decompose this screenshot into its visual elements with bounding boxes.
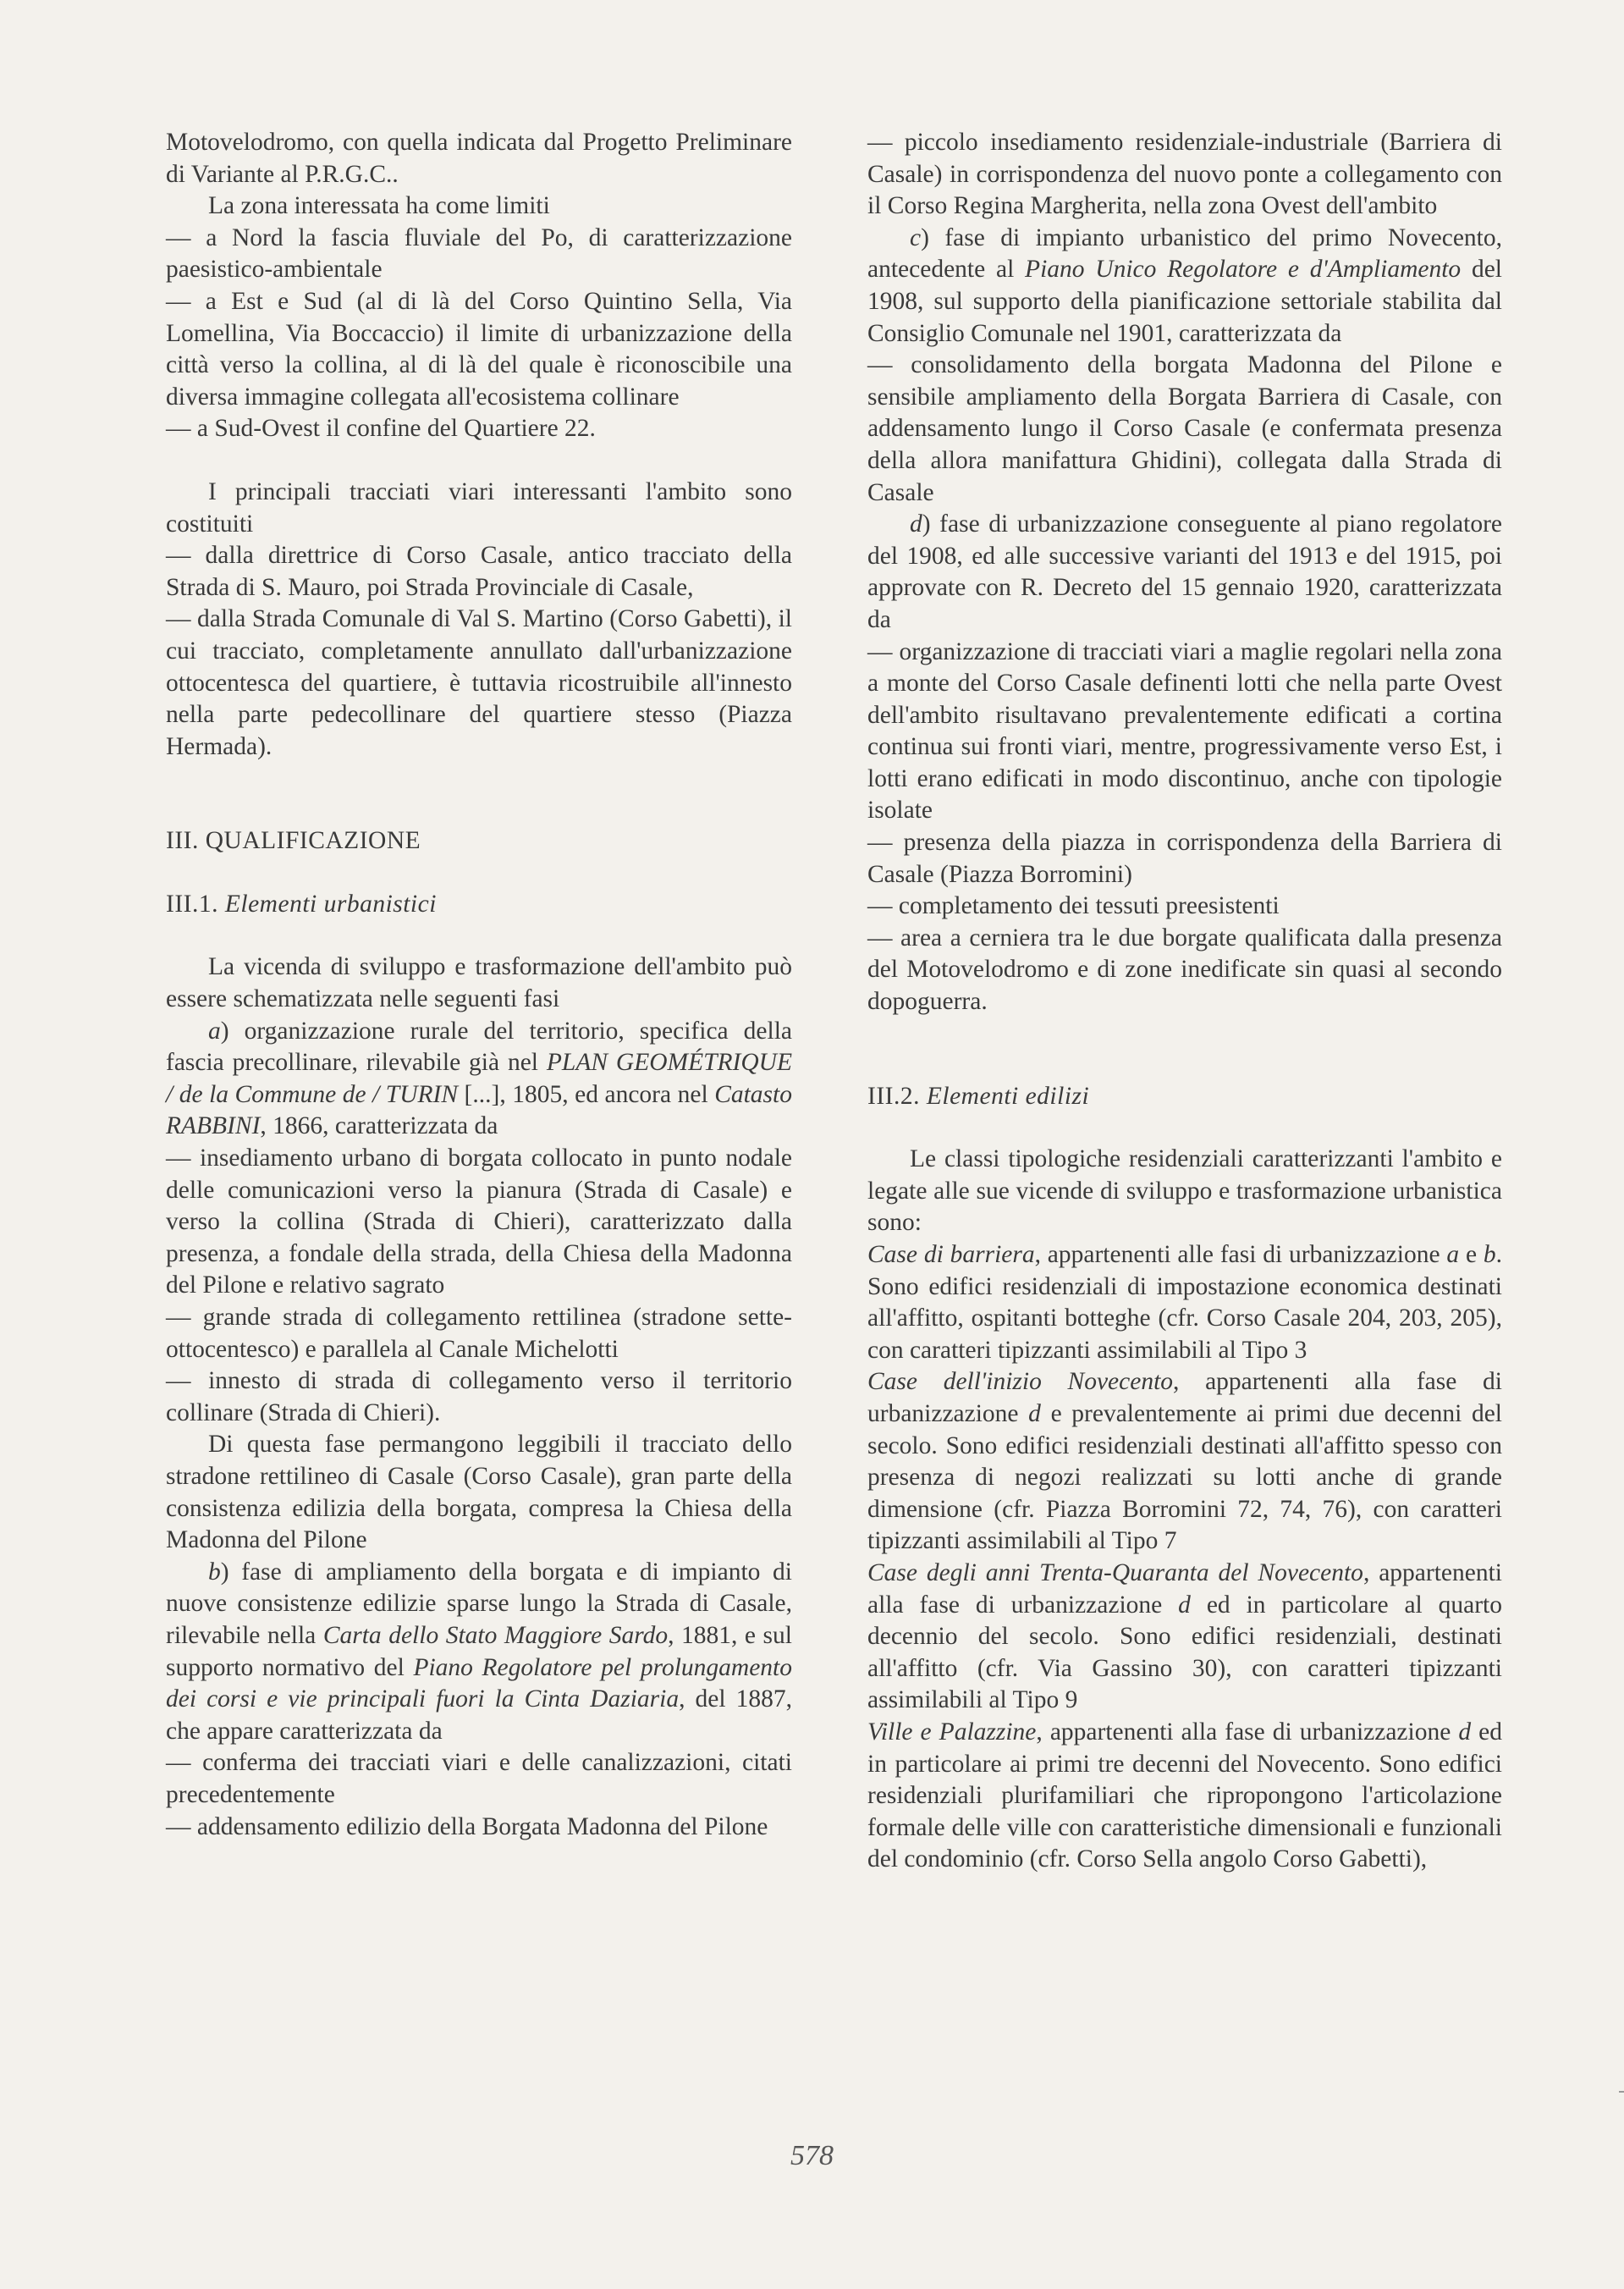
- paragraph: Le classi tipologiche residenziali caratterizzanti l'ambito e legate alle sue vicende di sviluppo e trasformazione urbanistica sono:: [867, 1145, 1502, 1237]
- paragraph: — consolidamento della borgata Madonna del Pilone e sensibile ampliamento della Borgata Barriera di Casale, con addensamento lungo il Corso Casale (e confermata presenza della allora manifattura Ghidini), collegata dalla Strada di Casale: [867, 351, 1502, 506]
- paragraph: d) fase di urbanizzazione conseguente al piano regolatore del 1908, ed alle successive varianti del 1913 e del 1915, poi approvate con R. Decreto del 15 gennaio 1920, caratterizzata da: [867, 510, 1502, 633]
- paragraph: — insediamento urbano di borgata collocato in punto nodale delle comunicazioni verso la pianura (Strada di Casale) e verso la collina (Strada di Chieri), caratterizzato dalla presenza, a fondale della strada, della Chiesa della Madonna del Pilone e relativo sagrato: [166, 1144, 792, 1299]
- paragraph: Ville e Palazzine, appartenenti alla fase di urbanizzazione d ed in particolare ai primi tre decenni del Novecento. Sono edifici residenziali plurifamiliari che ripropongono l'articolazione formale delle ville con caratteristiche dimensionali e funzionali del condominio (cfr. Corso Sella angolo Corso Gabetti),: [867, 1718, 1502, 1873]
- paragraph: — addensamento edilizio della Borgata Madonna del Pilone: [166, 1812, 768, 1840]
- spacer: [166, 858, 792, 889]
- margin-mark: [1619, 2091, 1624, 2093]
- paragraph: — innesto di strada di collegamento verso il territorio collinare (Strada di Chieri).: [166, 1367, 792, 1426]
- subsection-title: Elementi edilizi: [926, 1082, 1090, 1110]
- paragraph: Case di barriera, appartenenti alle fasi di urbanizzazione a e b. Sono edifici residenziali di impostazione economica destinati all'affitto, ospitanti botteghe (cfr. Corso Casale 204, 203, 205), con caratteri tipizzanti assimilabili al Tipo 3: [867, 1241, 1502, 1364]
- paragraph: a) organizzazione rurale del territorio, specifica della fascia precollinare, rilevabile già nel PLAN GEOMÉTRIQUE / de la Commune de / TURIN [...], 1805, ed ancora nel Catasto RABBINI, 1866, caratterizzata da: [166, 1017, 792, 1140]
- paragraph: — presenza della piazza in corrispondenza della Barriera di Casale (Piazza Borromini): [867, 829, 1502, 888]
- paragraph: — dalla direttrice di Corso Casale, antico tracciato della Strada di S. Mauro, poi Strada Provinciale di Casale,: [166, 542, 792, 601]
- paragraph: — conferma dei tracciati viari e delle canalizzazioni, citati precedentemente: [166, 1749, 792, 1808]
- paragraph: Case degli anni Trenta-Quaranta del Novecento, appartenenti alla fase di urbanizzazione d ed in particolare al quarto decennio del secolo. Sono edifici residenziali, destinati all'affitto (cfr. Via Gassino 30), con caratteri tipizzanti assimilabili al Tipo 9: [867, 1558, 1502, 1714]
- paragraph: Motovelodromo, con quella indicata dal Progetto Preliminare di Variante al P.R.G.C..: [166, 129, 792, 188]
- subsection-heading: [166, 889, 792, 921]
- subsection-number: III.2.: [867, 1082, 920, 1110]
- paragraph: — a Nord la fascia fluviale del Po, di caratterizzazione paesistico-ambientale: [166, 223, 792, 284]
- paragraph: — area a cerniera tra le due borgate qualificata dalla presenza del Motovelodromo e di zone inedificate sin quasi al secondo dopoguerra.: [867, 924, 1502, 1016]
- paragraph: — a Est e Sud (al di là del Corso Quintino Sella, Via Lomellina, Via Boccaccio) il limite di urbanizzazione della città verso la collina, al di là del quale è riconoscibile una diversa immagine collegata all'ecosistema collinare: [166, 287, 792, 411]
- paragraph: c) fase di impianto urbanistico del primo Novecento, antecedente al Piano Unico Regolatore e d'Ampliamento del 1908, sul supporto della pianificazione settoriale stabilita dal Consiglio Comunale nel 1901, caratterizzata da: [867, 223, 1502, 347]
- page-number: 578: [790, 2140, 834, 2171]
- paragraph: Di questa fase permangono leggibili il tracciato dello stradone rettilineo di Casale (Corso Casale), gran parte della consistenza edilizia della borgata, compresa la Chiesa della Madonna del Pilone: [166, 1431, 792, 1554]
- paragraph: La vicenda di sviluppo e trasformazione dell'ambito può essere schematizzata nelle seguenti fasi: [166, 953, 792, 1013]
- paragraph: — dalla Strada Comunale di Val S. Martino (Corso Gabetti), il cui tracciato, completamente annullato dall'urbanizzazione ottocentesca del quartiere, è tuttavia ricostruibile all'innesto nella parte pedecollinare del quartiere stesso (Piazza Hermada).: [166, 605, 792, 760]
- right-column: [867, 127, 1502, 1876]
- left-column: [166, 127, 792, 1843]
- spacer: [867, 1018, 1502, 1081]
- spacer: [166, 763, 792, 825]
- paragraph: — completamento dei tessuti preesistenti: [867, 892, 1280, 920]
- section-heading: III. QUALIFICAZIONE: [166, 827, 421, 855]
- spacer: [166, 445, 792, 477]
- paragraph: Case dell'inizio Novecento, appartenenti alla fase di urbanizzazione d e prevalentemente ai primi due decenni del secolo. Sono edifici residenziali destinati all'affitto spesso con presenza di negozi realizzati su lotti anche di grande dimensione (cfr. Piazza Borromini 72, 74, 76), con caratteri tipizzanti assimilabili al Tipo 7: [867, 1368, 1502, 1555]
- subsection-title: Elementi urbanistici: [224, 890, 437, 918]
- paragraph: — grande strada di collegamento rettilinea (stradone sette-ottocentesco) e parallela al Canale Michelotti: [166, 1304, 792, 1363]
- paragraph: I principali tracciati viari interessanti l'ambito sono costituiti: [166, 477, 792, 538]
- paragraph: — a Sud-Ovest il confine del Quartiere 22.: [166, 415, 596, 443]
- spacer: [867, 1112, 1502, 1144]
- subsection-heading: [867, 1081, 1502, 1113]
- spacer: [166, 920, 792, 951]
- subsection-number: III.1.: [166, 890, 218, 918]
- paragraph: La zona interessata ha come limiti: [208, 192, 550, 220]
- paragraph: b) fase di ampliamento della borgata e di impianto di nuove consistenze edilizie sparse lungo la Strada di Casale, rilevabile nella Carta dello Stato Maggiore Sardo, 1881, e sul supporto normativo del Piano Regolatore pel prolungamento dei corsi e vie principali fuori la Cinta Daziaria, del 1887, che appare caratterizzata da: [166, 1558, 792, 1745]
- paragraph: — piccolo insediamento residenziale-industriale (Barriera di Casale) in corrispondenza del nuovo ponte a collegamento con il Corso Regina Margherita, nella zona Ovest dell'ambito: [867, 129, 1502, 220]
- paragraph: — organizzazione di tracciati viari a maglie regolari nella zona a monte del Corso Casale definenti lotti che nella parte Ovest dell'ambito risultavano prevalentemente edificati a cortina continua sui fronti viari, mentre, progressivamente verso Est, i lotti erano edificati in modo discontinuo, anche con tipologie isolate: [867, 637, 1502, 825]
